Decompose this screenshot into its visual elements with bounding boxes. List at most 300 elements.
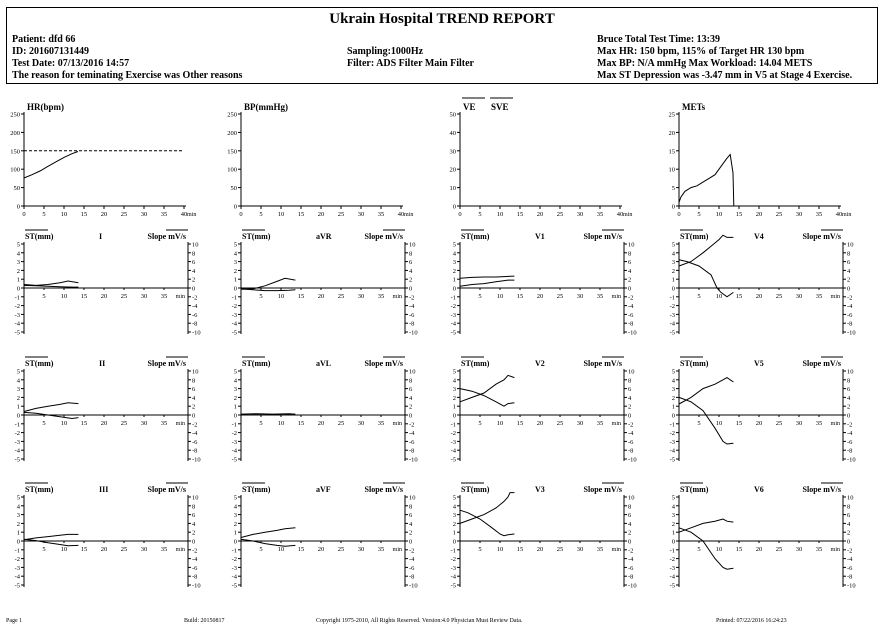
- st-y-tick-label: 4: [671, 250, 675, 258]
- st-series-line: [679, 397, 733, 444]
- lead-label: III: [99, 485, 109, 494]
- slope-axis-title: Slope mV/s: [364, 359, 403, 368]
- st-y-tick-label: 1: [16, 276, 20, 284]
- st-y-tick-label: -2: [669, 556, 675, 564]
- slope-tick-label: -2: [409, 421, 415, 429]
- st-y-tick-label: -1: [231, 547, 237, 555]
- slope-tick-label: -4: [409, 556, 415, 564]
- slope-tick-label: 6: [192, 386, 196, 394]
- slope-tick-label: -2: [847, 421, 853, 429]
- st-y-tick-label: -1: [14, 421, 20, 429]
- y-tick-label: 40: [449, 129, 456, 137]
- slope-tick-label: 8: [409, 377, 413, 385]
- st-y-tick-label: -5: [450, 456, 456, 464]
- slope-tick-label: 10: [409, 494, 416, 502]
- st-y-tick-label: 0: [452, 412, 456, 420]
- max-st-depression: Max ST Depression was -3.47 mm in V5 at Stage 4 Exercise.: [597, 70, 853, 81]
- slope-tick-label: -8: [628, 447, 634, 455]
- lead-label: V1: [535, 232, 545, 241]
- slope-tick-label: -4: [409, 430, 415, 438]
- patient-id: ID: 201607131449: [12, 46, 89, 57]
- st-x-tick-label: 20: [317, 420, 325, 427]
- chart-title: HR(bpm): [27, 102, 65, 112]
- slope-tick-label: -2: [628, 294, 634, 302]
- st-x-tick-label: 35: [160, 420, 168, 427]
- st-x-tick-label: 15: [516, 293, 524, 300]
- st-x-tick-label: 10: [715, 293, 723, 300]
- x-unit-label: min: [187, 212, 197, 218]
- st-x-tick-label: 15: [80, 293, 88, 300]
- max-hr: Max HR: 150 bpm, 115% of Target HR 130 bpm: [597, 46, 805, 57]
- st-y-tick-label: -5: [450, 329, 456, 337]
- st-y-tick-label: -5: [669, 582, 675, 590]
- slope-tick-label: -4: [192, 430, 198, 438]
- st-x-tick-label: 5: [697, 546, 701, 553]
- st-y-tick-label: -2: [450, 430, 456, 438]
- st-y-tick-label: -2: [231, 556, 237, 564]
- slope-tick-label: 8: [192, 250, 196, 258]
- st-y-tick-label: -5: [14, 329, 20, 337]
- slope-tick-label: -6: [409, 311, 415, 319]
- slope-tick-label: 10: [847, 241, 854, 249]
- slope-tick-label: -10: [192, 456, 201, 464]
- st-y-tick-label: -3: [669, 311, 675, 319]
- st-x-unit-label: min: [175, 421, 185, 427]
- slope-tick-label: -10: [847, 456, 856, 464]
- slope-tick-label: -8: [192, 320, 198, 328]
- st-y-tick-label: 5: [671, 241, 675, 249]
- slope-tick-label: 10: [192, 241, 199, 249]
- st-x-tick-label: 10: [496, 546, 504, 553]
- slope-tick-label: 6: [628, 512, 632, 520]
- st-x-unit-label: min: [611, 547, 621, 553]
- st-y-tick-label: 2: [671, 267, 675, 275]
- st-axis-title: ST(mm): [461, 485, 490, 494]
- slope-tick-label: 4: [192, 267, 196, 275]
- st-x-unit-label: min: [175, 547, 185, 553]
- slope-tick-label: -4: [847, 303, 853, 311]
- st-x-tick-label: 25: [120, 293, 128, 300]
- slope-axis-title: Slope mV/s: [147, 232, 186, 241]
- slope-tick-label: 10: [628, 494, 635, 502]
- lead-label: aVR: [316, 232, 332, 241]
- st-y-tick-label: 5: [16, 241, 20, 249]
- st-x-tick-label: 35: [377, 546, 385, 553]
- st-y-tick-label: -5: [669, 456, 675, 464]
- st-x-unit-label: min: [611, 421, 621, 427]
- st-x-tick-label: 15: [735, 293, 743, 300]
- slope-tick-label: 4: [847, 520, 851, 528]
- slope-tick-label: -4: [628, 303, 634, 311]
- st-x-tick-label: 30: [140, 546, 148, 553]
- x-unit-label: min: [404, 212, 414, 218]
- st-y-tick-label: -2: [231, 303, 237, 311]
- st-x-tick-label: 20: [536, 546, 544, 553]
- slope-tick-label: 2: [409, 403, 413, 411]
- st-y-tick-label: -4: [669, 573, 675, 581]
- st-y-tick-label: 2: [452, 520, 456, 528]
- slope-tick-label: 2: [192, 529, 196, 537]
- st-y-tick-label: 3: [452, 512, 456, 520]
- slope-axis-title: Slope mV/s: [583, 485, 622, 494]
- slope-series-line: [679, 519, 733, 532]
- st-y-tick-label: -3: [231, 438, 237, 446]
- st-y-tick-label: 1: [452, 529, 456, 537]
- st-x-tick-label: 15: [80, 420, 88, 427]
- st-x-tick-label: 20: [100, 293, 108, 300]
- slope-tick-label: 2: [192, 403, 196, 411]
- x-tick-label: 35: [377, 211, 385, 218]
- st-y-tick-label: -3: [450, 564, 456, 572]
- st-y-tick-label: 4: [233, 503, 237, 511]
- y-tick-label: 10: [668, 166, 675, 174]
- st-y-tick-label: 3: [16, 512, 20, 520]
- st-y-tick-label: 5: [452, 241, 456, 249]
- st-x-tick-label: 30: [140, 420, 148, 427]
- st-x-unit-label: min: [830, 547, 840, 553]
- st-y-tick-label: -5: [14, 582, 20, 590]
- x-tick-label: 5: [42, 211, 46, 218]
- st-x-tick-label: 20: [536, 420, 544, 427]
- slope-tick-label: 6: [628, 259, 632, 267]
- slope-tick-label: 4: [628, 520, 632, 528]
- page-number: Page 1: [6, 618, 23, 624]
- st-x-tick-label: 5: [42, 293, 46, 300]
- y-tick-label: 0: [16, 203, 20, 211]
- st-axis-title: ST(mm): [25, 232, 54, 241]
- st-x-tick-label: 5: [697, 420, 701, 427]
- st-y-tick-label: -1: [450, 294, 456, 302]
- st-y-tick-label: 3: [16, 259, 20, 267]
- slope-tick-label: 0: [628, 285, 632, 293]
- slope-tick-label: -2: [192, 294, 198, 302]
- st-x-tick-label: 15: [297, 546, 305, 553]
- x-tick-label: 20: [536, 211, 544, 218]
- st-y-tick-label: -5: [231, 582, 237, 590]
- slope-tick-label: -10: [409, 582, 418, 590]
- st-y-tick-label: 2: [16, 267, 20, 275]
- st-y-tick-label: 1: [671, 529, 675, 537]
- st-x-tick-label: 10: [715, 420, 723, 427]
- lead-label: aVF: [316, 485, 331, 494]
- x-tick-label: 40: [835, 211, 843, 218]
- st-y-tick-label: -1: [14, 294, 20, 302]
- st-y-tick-label: -1: [450, 547, 456, 555]
- st-x-unit-label: min: [392, 421, 402, 427]
- slope-tick-label: 6: [192, 259, 196, 267]
- st-x-tick-label: 5: [697, 293, 701, 300]
- x-tick-label: 15: [516, 211, 524, 218]
- st-y-tick-label: 0: [671, 412, 675, 420]
- st-x-tick-label: 15: [297, 293, 305, 300]
- slope-tick-label: 0: [847, 538, 851, 546]
- st-x-tick-label: 15: [297, 420, 305, 427]
- slope-tick-label: -2: [409, 547, 415, 555]
- st-y-tick-label: -4: [14, 573, 20, 581]
- chart-label: VE: [463, 102, 476, 112]
- st-y-tick-label: -5: [450, 582, 456, 590]
- st-y-tick-label: -1: [669, 421, 675, 429]
- y-tick-label: 200: [227, 129, 237, 137]
- st-x-tick-label: 25: [120, 420, 128, 427]
- slope-tick-label: 2: [409, 529, 413, 537]
- slope-tick-label: -6: [409, 564, 415, 572]
- st-y-tick-label: 2: [16, 394, 20, 402]
- slope-series-line: [460, 375, 514, 401]
- slope-tick-label: 2: [847, 276, 851, 284]
- slope-tick-label: -10: [409, 456, 418, 464]
- st-y-tick-label: -1: [669, 547, 675, 555]
- st-y-tick-label: -4: [669, 447, 675, 455]
- x-tick-label: 25: [120, 211, 128, 218]
- slope-tick-label: 8: [628, 377, 632, 385]
- st-y-tick-label: 4: [452, 250, 456, 258]
- st-y-tick-label: 0: [233, 412, 237, 420]
- st-axis-title: ST(mm): [242, 485, 271, 494]
- chart-title: METs: [682, 102, 706, 112]
- slope-tick-label: 4: [847, 394, 851, 402]
- slope-tick-label: -8: [192, 447, 198, 455]
- slope-tick-label: 4: [409, 267, 413, 275]
- st-y-tick-label: -1: [450, 421, 456, 429]
- x-tick-label: 35: [815, 211, 823, 218]
- y-tick-label: 25: [668, 111, 675, 119]
- slope-tick-label: 4: [628, 394, 632, 402]
- y-tick-label: 0: [452, 203, 456, 211]
- slope-tick-label: 2: [628, 403, 632, 411]
- slope-axis-title: Slope mV/s: [802, 485, 841, 494]
- st-x-tick-label: 10: [60, 420, 68, 427]
- x-tick-label: 0: [458, 211, 462, 218]
- st-y-tick-label: 1: [452, 276, 456, 284]
- st-series-line: [679, 260, 733, 297]
- st-y-tick-label: -4: [450, 573, 456, 581]
- chart-title: BP(mmHg): [244, 102, 288, 112]
- build-info: Build: 20150817: [184, 618, 225, 624]
- y-tick-label: 20: [668, 129, 675, 137]
- slope-axis-title: Slope mV/s: [364, 485, 403, 494]
- slope-axis-title: Slope mV/s: [147, 359, 186, 368]
- st-x-tick-label: 20: [317, 293, 325, 300]
- st-x-tick-label: 20: [536, 293, 544, 300]
- st-x-tick-label: 15: [516, 420, 524, 427]
- slope-series-line: [24, 534, 78, 539]
- slope-tick-label: -8: [409, 447, 415, 455]
- x-tick-label: 30: [795, 211, 803, 218]
- slope-tick-label: -10: [628, 329, 637, 337]
- slope-tick-label: 0: [192, 538, 196, 546]
- slope-tick-label: 10: [847, 368, 854, 376]
- st-x-tick-label: 10: [277, 546, 285, 553]
- st-y-tick-label: 0: [233, 285, 237, 293]
- st-x-tick-label: 5: [259, 420, 263, 427]
- slope-tick-label: -8: [847, 447, 853, 455]
- slope-tick-label: 0: [192, 412, 196, 420]
- st-axis-title: ST(mm): [242, 359, 271, 368]
- slope-tick-label: 10: [628, 241, 635, 249]
- st-y-tick-label: 0: [16, 538, 20, 546]
- slope-tick-label: 0: [847, 285, 851, 293]
- st-x-tick-label: 35: [160, 293, 168, 300]
- st-y-tick-label: 4: [16, 377, 20, 385]
- st-x-tick-label: 35: [815, 293, 823, 300]
- lead-label: I: [99, 232, 103, 241]
- st-y-tick-label: 2: [233, 394, 237, 402]
- slope-tick-label: 6: [847, 512, 851, 520]
- st-x-tick-label: 20: [755, 546, 763, 553]
- st-y-tick-label: 5: [671, 368, 675, 376]
- st-y-tick-label: 3: [452, 386, 456, 394]
- y-tick-label: 150: [10, 148, 20, 156]
- y-tick-label: 0: [233, 203, 237, 211]
- st-x-tick-label: 30: [795, 293, 803, 300]
- slope-tick-label: 10: [192, 494, 199, 502]
- y-tick-label: 5: [671, 185, 675, 193]
- st-series-line: [241, 539, 295, 546]
- st-y-tick-label: 4: [233, 377, 237, 385]
- st-x-tick-label: 35: [596, 293, 604, 300]
- st-y-tick-label: 2: [671, 394, 675, 402]
- st-y-tick-label: 3: [233, 386, 237, 394]
- st-y-tick-label: 5: [671, 494, 675, 502]
- slope-tick-label: 4: [192, 394, 196, 402]
- slope-tick-label: 8: [847, 377, 851, 385]
- st-y-tick-label: -2: [669, 430, 675, 438]
- slope-tick-label: -6: [192, 438, 198, 446]
- patient-label: Patient: dfd 66: [12, 34, 76, 45]
- slope-tick-label: -6: [628, 564, 634, 572]
- slope-axis-title: Slope mV/s: [147, 485, 186, 494]
- st-x-tick-label: 20: [755, 420, 763, 427]
- slope-axis-title: Slope mV/s: [583, 359, 622, 368]
- st-x-tick-label: 25: [337, 293, 345, 300]
- slope-tick-label: -8: [628, 320, 634, 328]
- x-tick-label: 20: [317, 211, 325, 218]
- slope-tick-label: -8: [847, 573, 853, 581]
- st-x-unit-label: min: [175, 294, 185, 300]
- st-x-tick-label: 25: [775, 546, 783, 553]
- st-x-tick-label: 10: [277, 293, 285, 300]
- slope-tick-label: 0: [409, 412, 413, 420]
- st-x-tick-label: 35: [596, 546, 604, 553]
- st-y-tick-label: 5: [16, 368, 20, 376]
- slope-tick-label: 4: [409, 520, 413, 528]
- st-y-tick-label: 5: [452, 494, 456, 502]
- slope-tick-label: -4: [847, 430, 853, 438]
- slope-tick-label: 6: [409, 512, 413, 520]
- st-y-tick-label: -2: [450, 556, 456, 564]
- slope-tick-label: 8: [192, 503, 196, 511]
- sampling-rate: Sampling:1000Hz: [347, 46, 424, 57]
- st-y-tick-label: 2: [671, 520, 675, 528]
- st-y-tick-label: -5: [231, 456, 237, 464]
- st-x-tick-label: 25: [556, 420, 564, 427]
- slope-tick-label: 6: [409, 386, 413, 394]
- st-y-tick-label: -2: [14, 430, 20, 438]
- st-axis-title: ST(mm): [25, 485, 54, 494]
- st-axis-title: ST(mm): [680, 232, 709, 241]
- st-y-tick-label: 4: [671, 377, 675, 385]
- lead-label: V3: [535, 485, 545, 494]
- slope-tick-label: 2: [192, 276, 196, 284]
- st-y-tick-label: 4: [233, 250, 237, 258]
- st-x-tick-label: 10: [715, 546, 723, 553]
- st-x-tick-label: 20: [317, 546, 325, 553]
- x-tick-label: 20: [100, 211, 108, 218]
- st-series-line: [679, 528, 733, 569]
- y-tick-label: 0: [671, 203, 675, 211]
- protocol-info: Bruce Total Test Time: 13:39: [597, 34, 720, 45]
- st-y-tick-label: 1: [452, 403, 456, 411]
- lead-label: V4: [754, 232, 764, 241]
- st-axis-title: ST(mm): [242, 232, 271, 241]
- st-x-tick-label: 20: [755, 293, 763, 300]
- st-y-tick-label: -3: [450, 438, 456, 446]
- st-x-tick-label: 25: [556, 546, 564, 553]
- x-tick-label: 5: [697, 211, 701, 218]
- slope-tick-label: 10: [409, 368, 416, 376]
- slope-tick-label: -6: [847, 438, 853, 446]
- x-tick-label: 5: [259, 211, 263, 218]
- st-y-tick-label: 4: [671, 503, 675, 511]
- st-y-tick-label: -4: [14, 447, 20, 455]
- slope-tick-label: 8: [847, 503, 851, 511]
- slope-tick-label: 0: [628, 412, 632, 420]
- slope-tick-label: 8: [628, 503, 632, 511]
- st-y-tick-label: 4: [16, 250, 20, 258]
- st-x-tick-label: 35: [596, 420, 604, 427]
- slope-tick-label: -2: [409, 294, 415, 302]
- st-y-tick-label: 3: [233, 512, 237, 520]
- st-y-tick-label: 1: [233, 529, 237, 537]
- st-x-tick-label: 15: [735, 420, 743, 427]
- st-y-tick-label: 0: [452, 538, 456, 546]
- x-tick-label: 15: [297, 211, 305, 218]
- lead-label: II: [99, 359, 106, 368]
- lead-label: aVL: [316, 359, 332, 368]
- st-y-tick-label: 1: [233, 403, 237, 411]
- st-y-tick-label: -4: [669, 320, 675, 328]
- slope-tick-label: 0: [628, 538, 632, 546]
- st-y-tick-label: -4: [14, 320, 20, 328]
- st-x-tick-label: 35: [815, 546, 823, 553]
- x-tick-label: 40: [397, 211, 405, 218]
- st-x-tick-label: 10: [496, 293, 504, 300]
- st-y-tick-label: -5: [669, 329, 675, 337]
- st-y-tick-label: 5: [16, 494, 20, 502]
- st-y-tick-label: 5: [233, 241, 237, 249]
- slope-tick-label: 0: [409, 538, 413, 546]
- slope-tick-label: 6: [628, 386, 632, 394]
- y-tick-label: 50: [13, 185, 20, 193]
- slope-tick-label: -6: [192, 564, 198, 572]
- slope-series-line: [24, 403, 78, 412]
- slope-tick-label: -4: [192, 303, 198, 311]
- st-x-tick-label: 5: [478, 546, 482, 553]
- slope-axis-title: Slope mV/s: [364, 232, 403, 241]
- st-x-tick-label: 5: [478, 293, 482, 300]
- slope-axis-title: Slope mV/s: [802, 359, 841, 368]
- slope-tick-label: -6: [192, 311, 198, 319]
- slope-tick-label: -2: [847, 294, 853, 302]
- x-tick-label: 30: [140, 211, 148, 218]
- st-y-tick-label: 4: [452, 377, 456, 385]
- slope-tick-label: -10: [192, 329, 201, 337]
- st-x-tick-label: 5: [259, 546, 263, 553]
- st-y-tick-label: -2: [14, 303, 20, 311]
- st-axis-title: ST(mm): [461, 359, 490, 368]
- series-line: [679, 155, 734, 207]
